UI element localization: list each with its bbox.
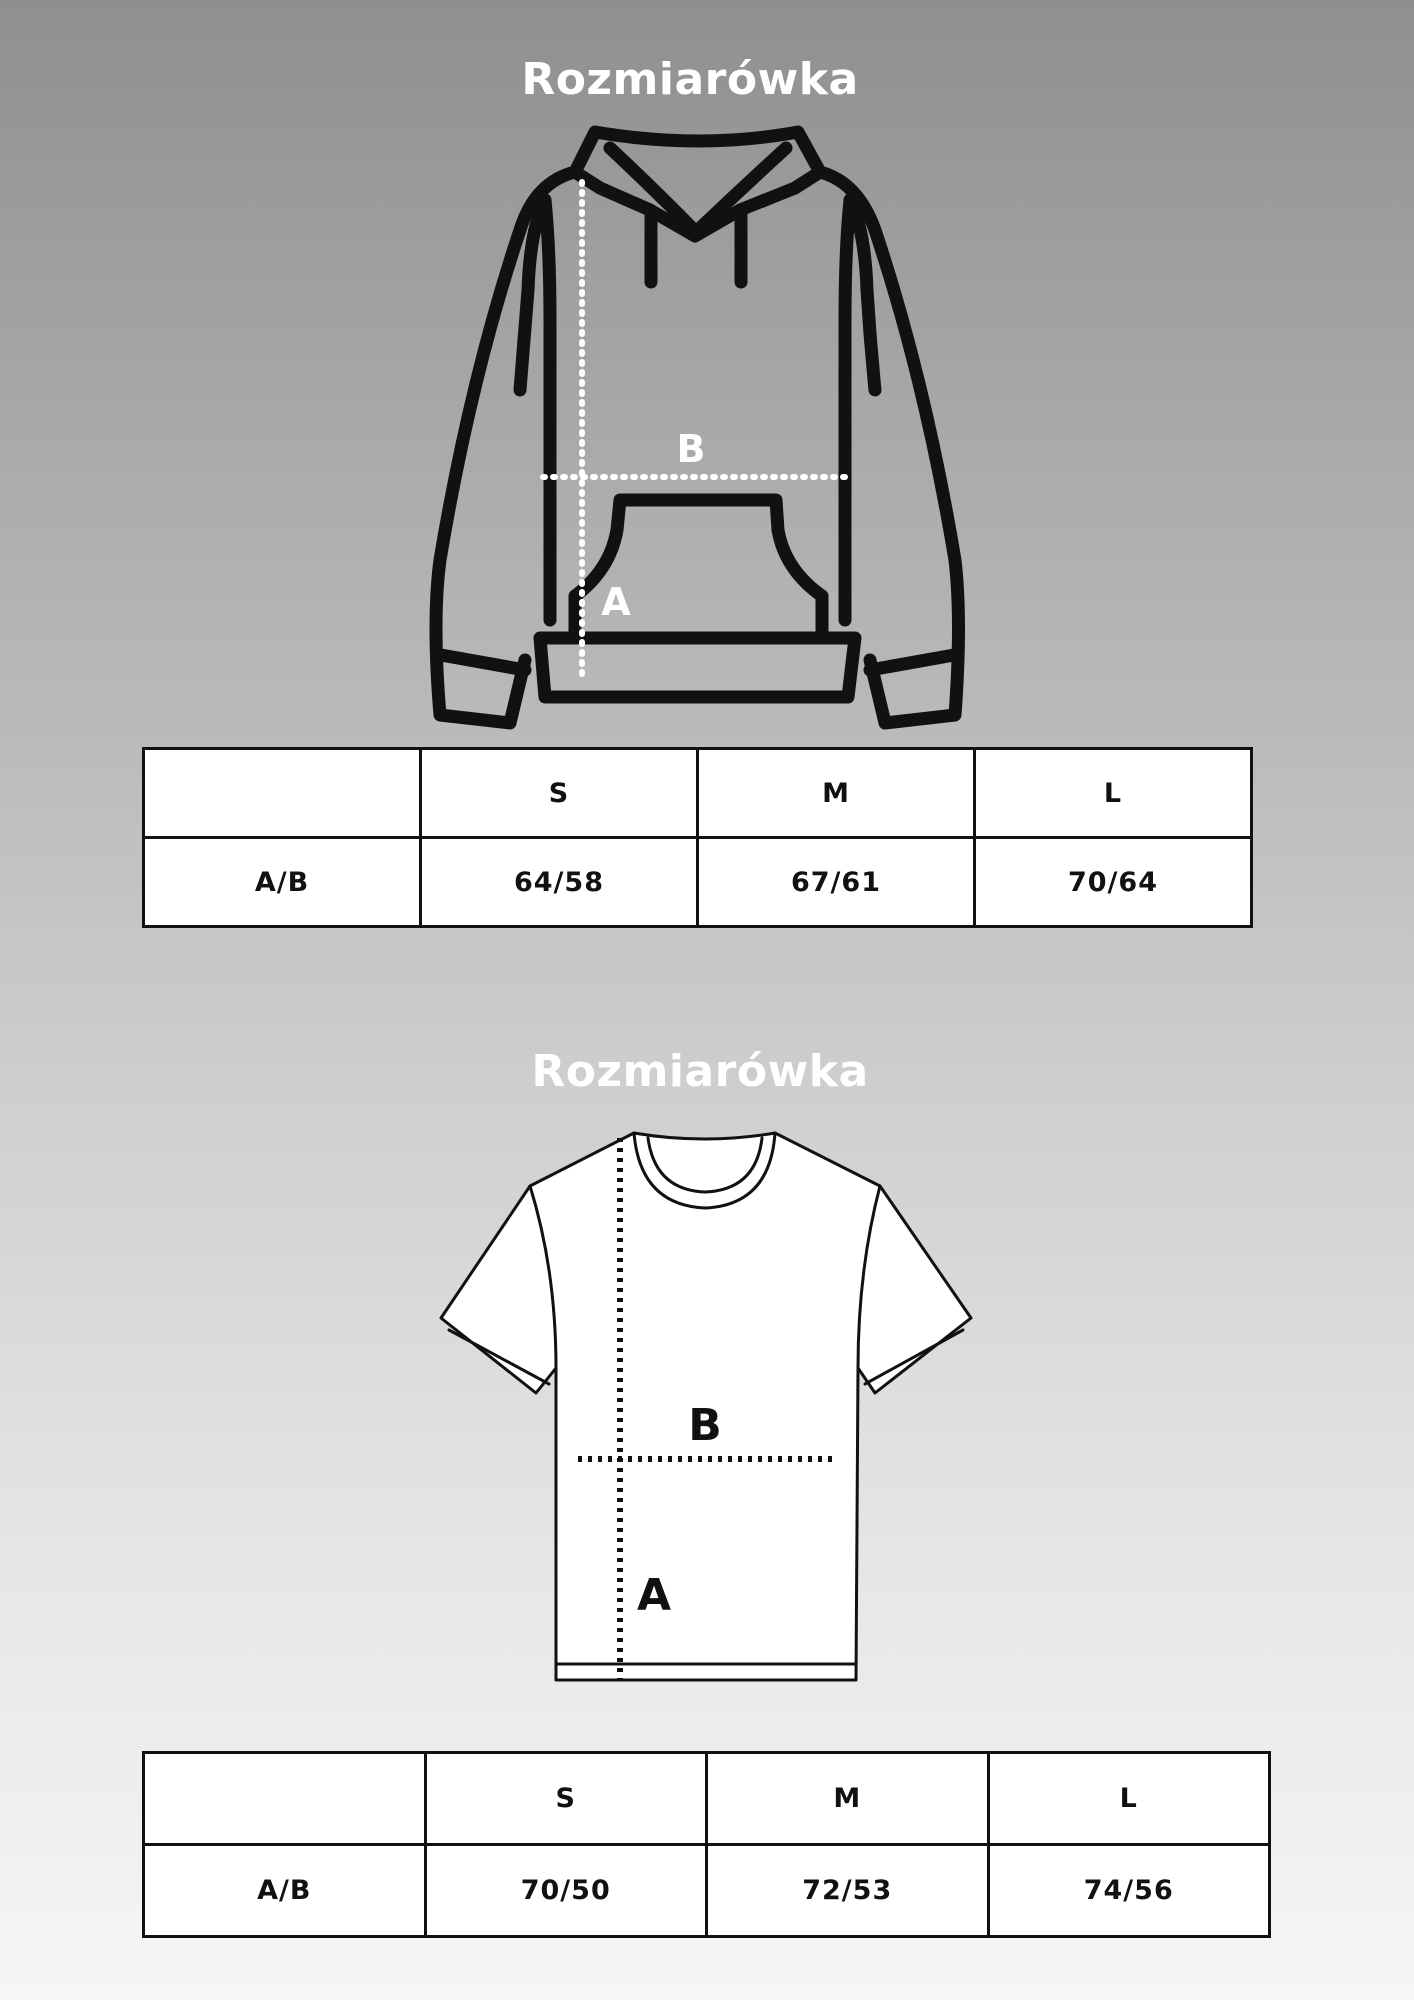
table-cell: 67/61	[698, 838, 975, 927]
table-header-cell	[144, 749, 421, 838]
table-row	[144, 838, 1252, 927]
table-header-row	[144, 1753, 1270, 1845]
hoodie-neckline	[610, 148, 786, 232]
table-cell: 70/64	[975, 838, 1252, 927]
tshirt-label-a: A	[636, 1570, 672, 1621]
tshirt-size-table	[142, 1751, 1271, 1938]
table-header-cell: L	[975, 749, 1252, 838]
table-row-label: A/B	[144, 838, 421, 927]
table-header-cell: L	[988, 1753, 1270, 1845]
table-header-cell: S	[421, 749, 698, 838]
table-row	[144, 1845, 1270, 1937]
hoodie-illustration	[420, 120, 980, 740]
hoodie-right-cuff	[870, 655, 954, 670]
table-cell: 64/58	[421, 838, 698, 927]
tshirt-illustration	[430, 1120, 980, 1690]
table-header-cell: S	[425, 1753, 707, 1845]
table-header-cell: M	[698, 749, 975, 838]
table-header-row	[144, 749, 1252, 838]
hoodie-label-a: A	[601, 580, 631, 624]
hoodie-left-cuff	[441, 655, 525, 670]
hoodie-size-table	[142, 747, 1253, 928]
hoodie-section-title: Rozmiarówka	[521, 54, 859, 105]
tshirt-label-b: B	[688, 1400, 722, 1451]
tshirt-section-title: Rozmiarówka	[531, 1046, 869, 1097]
table-row-label: A/B	[144, 1845, 426, 1937]
table-header-cell: M	[707, 1753, 989, 1845]
table-header-cell	[144, 1753, 426, 1845]
hoodie-left-body-side	[545, 200, 550, 620]
table-cell: 74/56	[988, 1845, 1270, 1937]
table-cell: 72/53	[707, 1845, 989, 1937]
table-cell: 70/50	[425, 1845, 707, 1937]
hoodie-right-body-side	[845, 200, 850, 620]
hoodie-label-b: B	[676, 427, 706, 471]
hoodie-waistband	[540, 638, 855, 697]
